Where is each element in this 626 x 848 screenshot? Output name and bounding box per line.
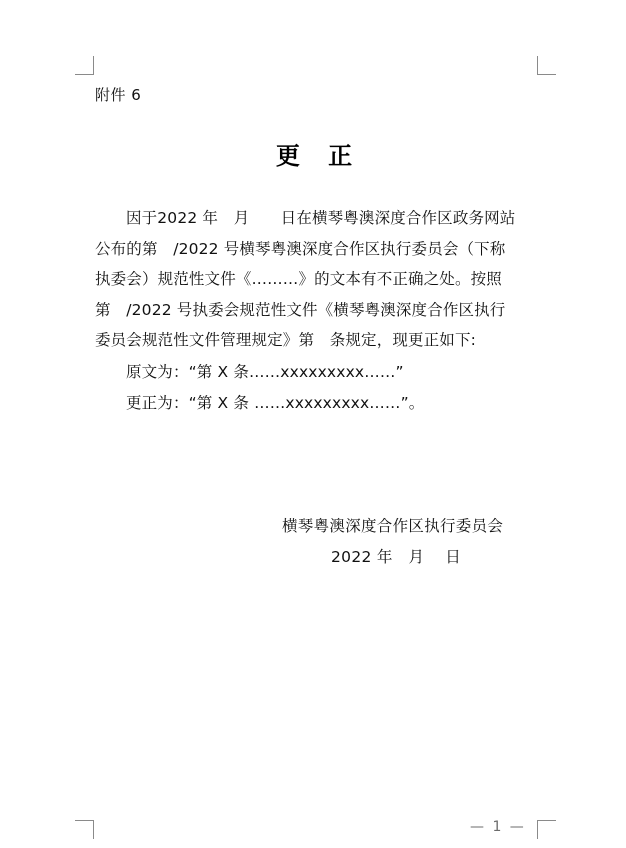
body-line-1: 因于2022 年 月 日在横琴粤澳深度合作区政务网站 [126, 209, 516, 227]
crop-mark-bottom-left [75, 820, 94, 839]
original-text-line: 原文为：“第 X 条……xxxxxxxxx……” [126, 363, 404, 381]
body-line-4: 第 /2022 号执委会规范性文件《横琴粤澳深度合作区执行 [95, 301, 506, 319]
signature-organization: 横琴粤澳深度合作区执行委员会 [282, 517, 504, 535]
body-line-5: 委员会规范性文件管理规定》第 条规定，现更正如下: [95, 331, 476, 349]
body-line-3: 执委会）规范性文件《………》的文本有不正确之处。按照 [95, 270, 502, 288]
corrected-text-line: 更正为：“第 X 条 ……xxxxxxxxx……”。 [126, 394, 425, 412]
document-title: 更 正 [275, 142, 363, 170]
attachment-label: 附件 6 [95, 86, 142, 104]
crop-mark-bottom-right [537, 820, 556, 839]
crop-mark-top-right [537, 56, 556, 75]
signature-date: 2022 年 月 日 [331, 548, 462, 566]
crop-mark-top-left [75, 56, 94, 75]
page-number: — 1 — [470, 819, 526, 835]
body-line-2: 公布的第 /2022 号横琴粤澳深度合作区执行委员会（下称 [95, 240, 506, 258]
